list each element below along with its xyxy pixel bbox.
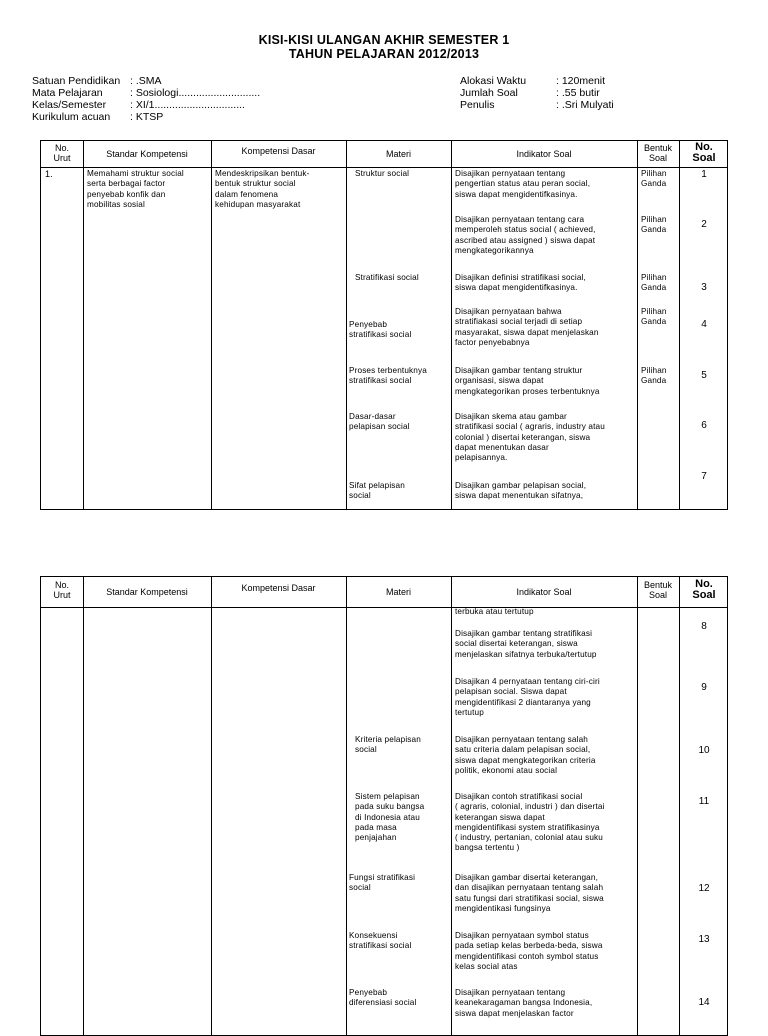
no-soal-value: 10 xyxy=(698,745,710,756)
no-soal-value: 4 xyxy=(701,319,707,330)
no-soal-value: 13 xyxy=(698,934,710,945)
meta-value: : KTSP xyxy=(130,111,164,123)
materi-text: Sistem pelapisan pada suku bangsa di Indonesia atau pada masa penjajahan xyxy=(355,792,425,843)
indikator-text: Disajikan contoh stratifikasi social ( agraris, colonial, industri ) dan disertai keterangan siswa dapat mengidentifikasi system stratifikasinya ( industry, pertanian, colonial atau suku bangsa tertentu ) xyxy=(455,792,605,853)
meta-label: Penulis xyxy=(460,99,495,111)
header-kompetensi-dasar: Kompetensi Dasar xyxy=(241,146,316,156)
no-soal-value: 2 xyxy=(701,219,707,230)
indikator-text: terbuka atau tertutup xyxy=(455,607,534,616)
meta-right xyxy=(460,75,614,111)
meta-value: : XI/1............................... xyxy=(130,99,245,111)
indikator-text: Disajikan pernyataan tentang salah satu criteria dalam pelapisan social, siswa dapat mengkategorikan criteria politik, ekonomi atau social xyxy=(455,735,596,775)
materi-text: Sifat pelapisan social xyxy=(349,481,405,501)
header-no-soal: No. Soal xyxy=(692,578,716,601)
no-soal-value: 1 xyxy=(701,169,707,180)
meta-label: Alokasi Waktu xyxy=(460,75,527,87)
indikator-text: Disajikan pernyataan tentang keanekaragaman bangsa Indonesia, siswa dapat menjelaskan factor xyxy=(455,988,593,1018)
kisi-table-1 xyxy=(40,140,728,510)
header-indikator-soal: Indikator Soal xyxy=(516,587,572,597)
header-kompetensi-dasar: Kompetensi Dasar xyxy=(241,583,316,593)
no-soal-value: 14 xyxy=(698,997,710,1008)
header-no-urut: No. Urut xyxy=(53,580,71,600)
materi-text: Penyebab diferensiasi social xyxy=(349,988,417,1008)
indikator-text: Disajikan definisi stratifikasi social, siswa dapat mengidentifkasinya. xyxy=(455,273,586,293)
header-standar-kompetensi: Standar Kompetensi xyxy=(106,587,188,597)
bentuk-soal-text: Pilihan Ganda xyxy=(641,307,667,327)
indikator-text: Disajikan skema atau gambar stratifikasi social ( agraris, industry atau colonial ) disertai keterangan, siswa dapat menentukan dasar pelapisannya. xyxy=(455,412,605,463)
bentuk-soal-text: Pilihan Ganda xyxy=(641,366,667,386)
no-soal-value: 12 xyxy=(698,883,710,894)
no-soal-value: 9 xyxy=(701,682,707,693)
no-urut-value: 1. xyxy=(45,169,53,179)
meta-value: : 120menit xyxy=(556,75,606,87)
no-soal-value: 3 xyxy=(701,282,707,293)
document-title: KISI-KISI ULANGAN AKHIR SEMESTER 1 xyxy=(258,33,510,47)
indikator-text: Disajikan gambar tentang struktur organisasi, siswa dapat mengkategorikan proses terbentuknya xyxy=(455,366,600,396)
materi-text: Penyebab stratifikasi social xyxy=(349,320,412,340)
meta-label: Satuan Pendidikan xyxy=(32,75,121,87)
header-materi: Materi xyxy=(385,587,411,597)
header-standar-kompetensi: Standar Kompetensi xyxy=(106,149,188,159)
indikator-text: Disajikan pernyataan tentang cara memperoleh status social ( achieved, ascribed atau assigned ) siswa dapat mengkategorikannya xyxy=(455,215,596,255)
indikator-text: Disajikan pernyataan symbol status pada setiap kelas berbeda-beda, siswa mengidentifikasi contoh symbol status kelas social atas xyxy=(455,931,603,971)
bentuk-soal-text: Pilihan Ganda xyxy=(641,169,667,189)
meta-label: Mata Pelajaran xyxy=(32,87,103,99)
no-soal-value: 6 xyxy=(701,420,707,431)
header-no-soal: No. Soal xyxy=(692,141,716,164)
materi-text: Stratifikasi social xyxy=(355,273,419,282)
header-bentuk-soal: Bentuk Soal xyxy=(643,143,673,163)
header-indikator-soal: Indikator Soal xyxy=(516,149,572,159)
materi-text: Konsekuensi stratifikasi social xyxy=(349,931,412,951)
no-soal-value: 7 xyxy=(701,471,707,482)
meta-value: : .Sri Mulyati xyxy=(556,99,614,111)
meta-label: Jumlah Soal xyxy=(460,87,518,99)
meta-value: : Sosiologi............................ xyxy=(130,87,261,99)
indikator-text: Disajikan gambar pelapisan social, siswa dapat menentukan sifatnya, xyxy=(455,481,587,501)
no-soal-value: 5 xyxy=(701,370,707,381)
meta-left xyxy=(32,75,260,123)
materi-text: Struktur social xyxy=(355,169,410,178)
document-subtitle: TAHUN PELAJARAN 2012/2013 xyxy=(288,47,480,61)
header-no-urut: No. Urut xyxy=(53,143,71,163)
bentuk-soal-text: Pilihan Ganda xyxy=(641,215,667,235)
kisi-table-2 xyxy=(40,576,728,1036)
bentuk-soal-text: Pilihan Ganda xyxy=(641,273,667,293)
meta-value: : .55 butir xyxy=(556,87,600,99)
materi-text: Fungsi stratifikasi social xyxy=(349,873,416,893)
indikator-text: Disajikan gambar disertai keterangan, dan disajikan pernyataan tentang salah satu fungsi dari stratifikasi social, siswa mengidentikasi fungsinya xyxy=(455,873,604,913)
meta-label: Kelas/Semester xyxy=(32,99,107,111)
meta-label: Kurikulum acuan xyxy=(32,111,111,123)
no-soal-value: 11 xyxy=(698,796,710,807)
materi-text: Proses terbentuknya stratifikasi social xyxy=(349,366,427,386)
meta-value: : .SMA xyxy=(130,75,162,87)
materi-text: Dasar-dasar pelapisan social xyxy=(349,412,410,432)
standar-kompetensi-text: Memahami struktur social serta berbagai factor penyebab konfik dan mobilitas sosial xyxy=(87,169,184,209)
indikator-text: Disajikan gambar tentang stratifikasi social disertai keterangan, siswa menjelaskan sifatnya terbuka/tertutup xyxy=(455,629,597,659)
kompetensi-dasar-text: Mendeskripsikan bentuk- bentuk struktur social dalam fenomena kehidupan masyarakat xyxy=(215,169,310,209)
materi-text: Kriteria pelapisan social xyxy=(355,735,421,755)
header-materi: Materi xyxy=(385,149,411,159)
no-soal-value: 8 xyxy=(701,621,707,632)
header-bentuk-soal: Bentuk Soal xyxy=(643,580,673,600)
indikator-text: Disajikan 4 pernyataan tentang ciri-ciri pelapisan social. Siswa dapat mengidentifikasi 2 diantaranya yang tertutup xyxy=(455,677,600,717)
indikator-text: Disajikan pernyataan bahwa stratifiakasi social terjadi di setiap masyarakat, siswa dapat menjelaskan factor penyebabnya xyxy=(455,307,599,347)
indikator-text: Disajikan pernyataan tentang pengertian status atau peran social, siswa dapat mengidentifkasinya. xyxy=(455,169,591,199)
